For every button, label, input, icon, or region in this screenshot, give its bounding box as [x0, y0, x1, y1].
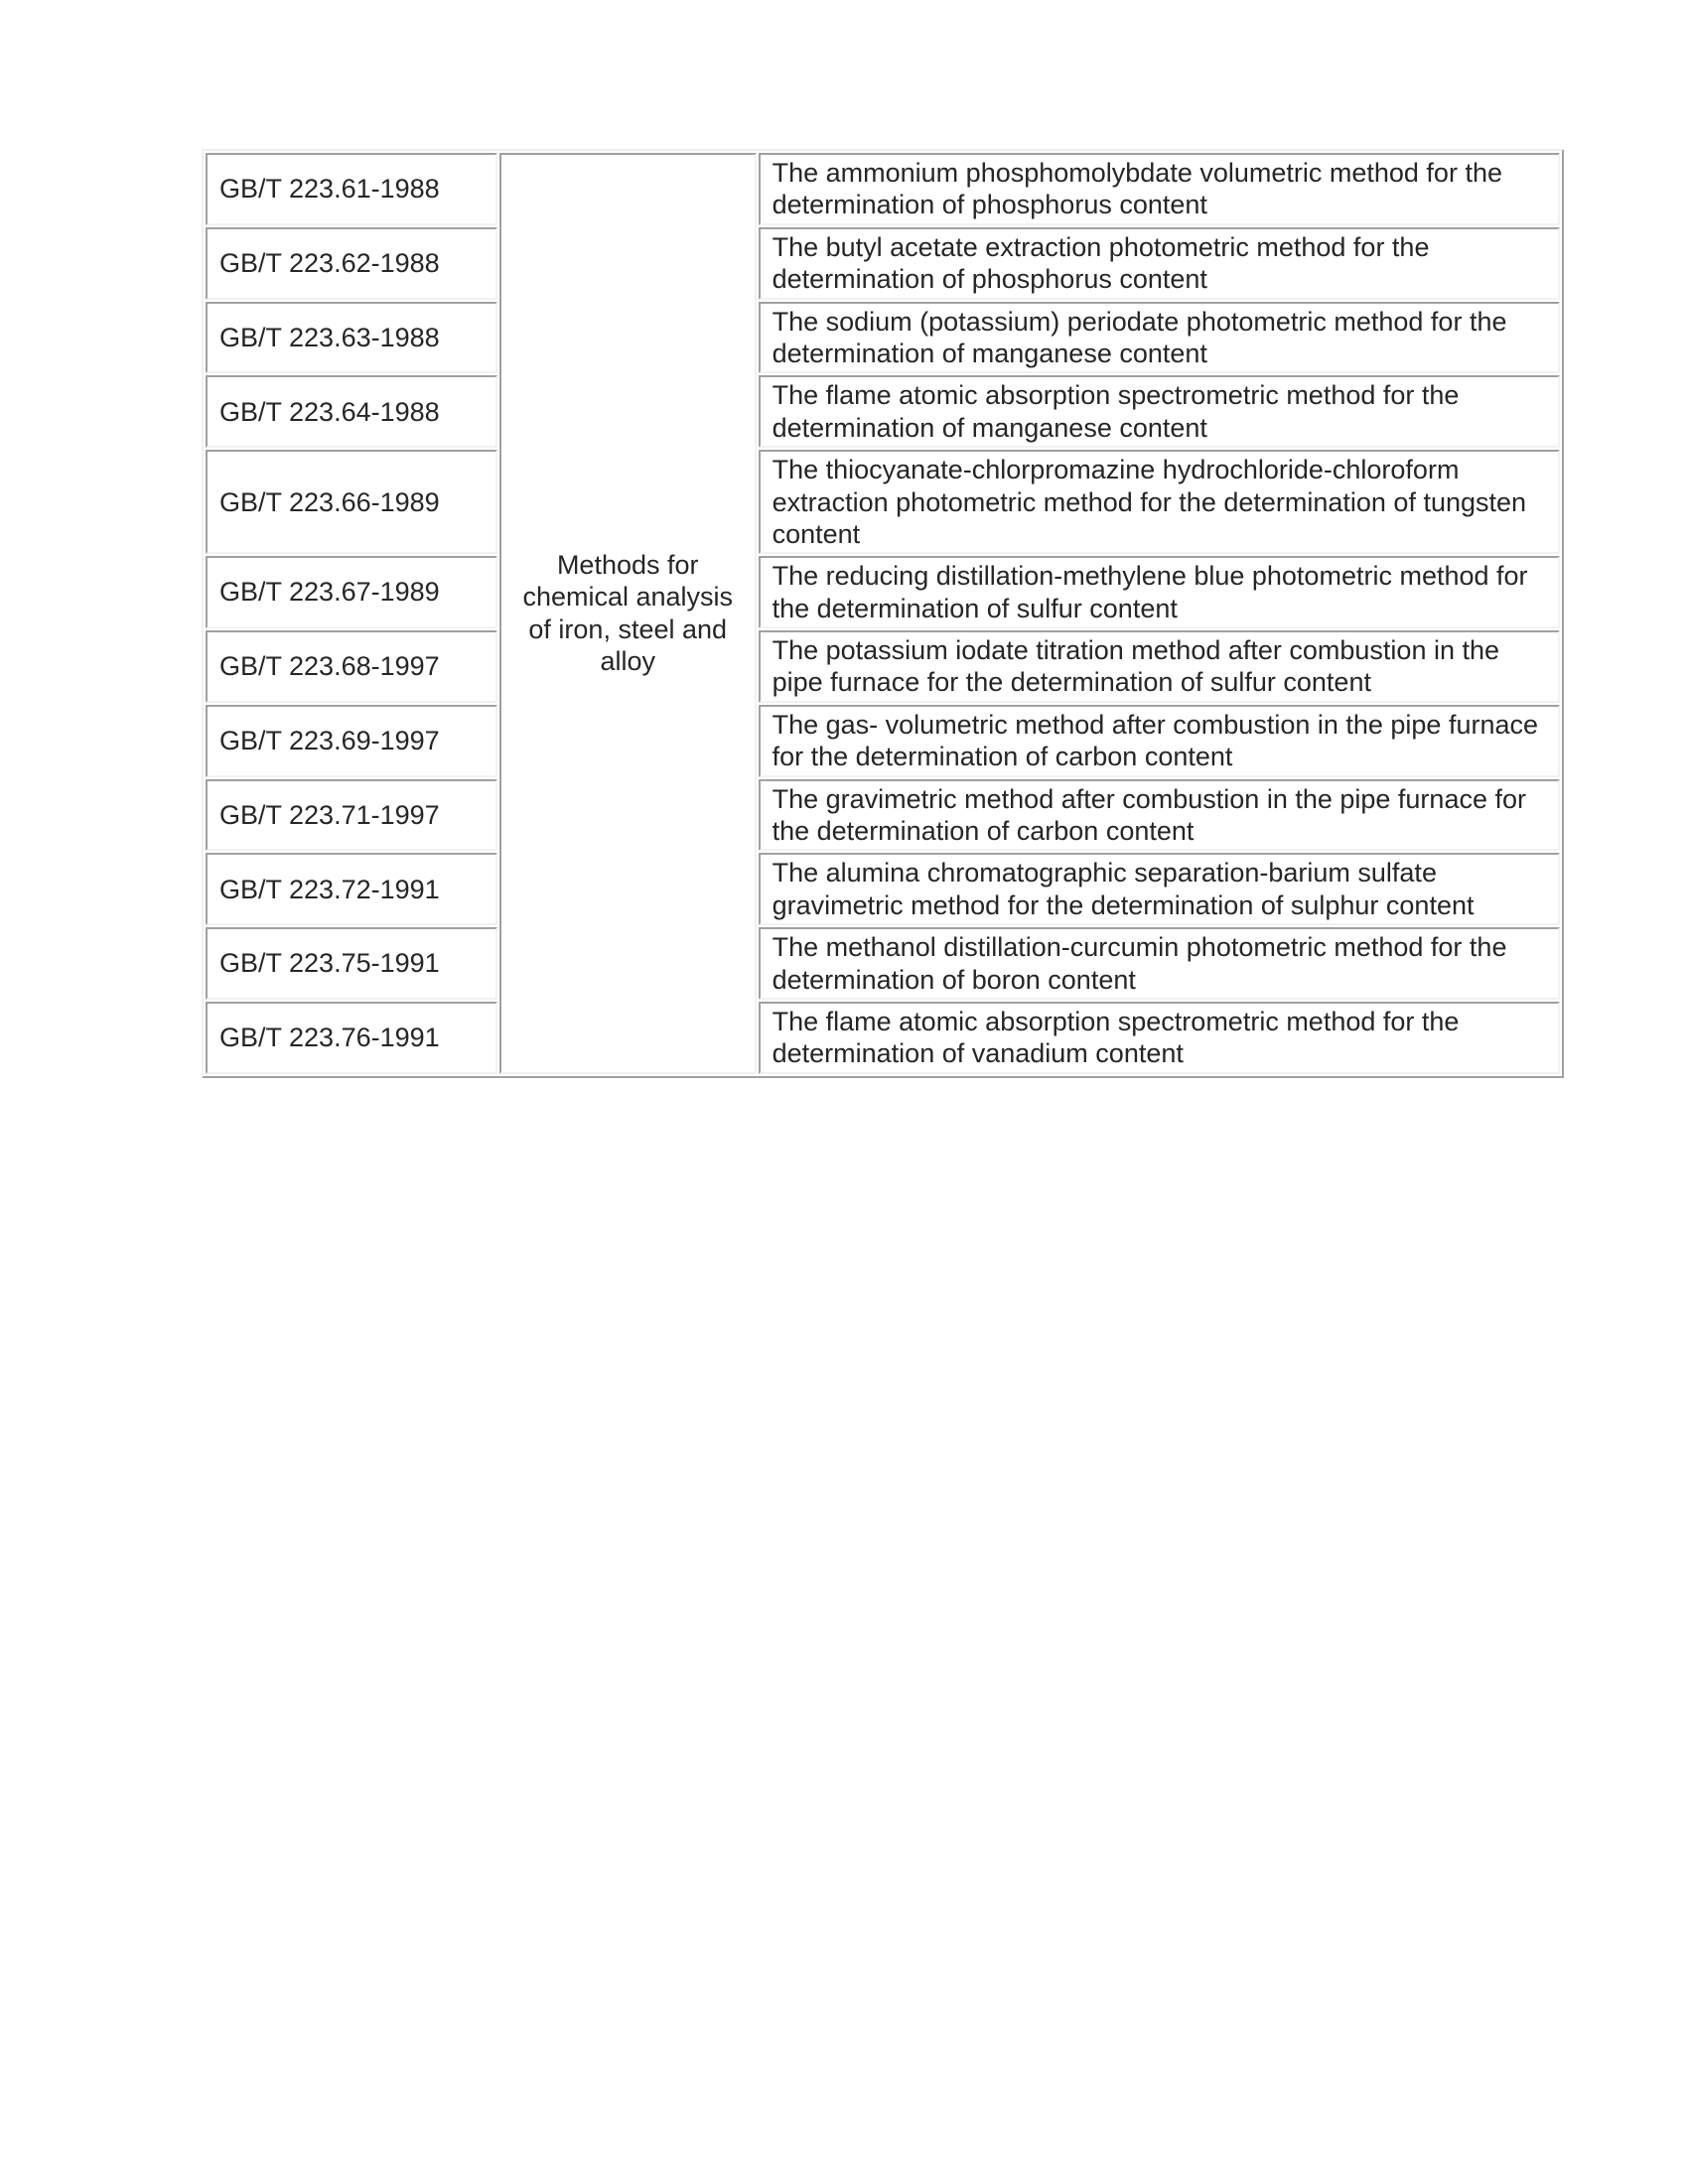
standard-description-cell: The potassium iodate titration method after combustion in the pipe furnace for the determination of sulfur content: [759, 630, 1560, 703]
standard-number-cell: GB/T 223.69-1997: [206, 705, 497, 777]
table-row: [206, 227, 1560, 300]
table-row: [206, 927, 1560, 1000]
standard-number-cell: GB/T 223.66-1989: [206, 450, 497, 554]
standard-description-cell: The gas- volumetric method after combustion in the pipe furnace for the determination of carbon content: [759, 705, 1560, 777]
standard-description-cell: The ammonium phosphomolybdate volumetric method for the determination of phosphorus content: [759, 153, 1560, 225]
standard-description-cell: The sodium (potassium) periodate photometric method for the determination of manganese content: [759, 302, 1560, 374]
standard-number-cell: GB/T 223.62-1988: [206, 227, 497, 300]
standard-number-cell: GB/T 223.63-1988: [206, 302, 497, 374]
table-row: [206, 153, 1560, 225]
standard-number-cell: GB/T 223.67-1989: [206, 556, 497, 628]
standard-description-cell: The flame atomic absorption spectrometric method for the determination of manganese content: [759, 375, 1560, 448]
table-row: [206, 853, 1560, 925]
standard-description-cell: The butyl acetate extraction photometric method for the determination of phosphorus content: [759, 227, 1560, 300]
table-row: [206, 450, 1560, 554]
table-row: [206, 779, 1560, 852]
standard-description-cell: The reducing distillation-methylene blue photometric method for the determination of sulfur content: [759, 556, 1560, 628]
standard-description-cell: The methanol distillation-curcumin photometric method for the determination of boron content: [759, 927, 1560, 1000]
standard-description-cell: The gravimetric method after combustion in the pipe furnace for the determination of carbon content: [759, 779, 1560, 852]
standard-number-cell: GB/T 223.76-1991: [206, 1002, 497, 1074]
table-row: [206, 302, 1560, 374]
standard-number-cell: GB/T 223.71-1997: [206, 779, 497, 852]
table-row: [206, 375, 1560, 448]
table-row: [206, 705, 1560, 777]
table-row: [206, 556, 1560, 628]
standard-number-cell: GB/T 223.64-1988: [206, 375, 497, 448]
standard-number-cell: GB/T 223.72-1991: [206, 853, 497, 925]
standard-description-cell: The flame atomic absorption spectrometric method for the determination of vanadium content: [759, 1002, 1560, 1074]
standard-description-cell: The alumina chromatographic separation-barium sulfate gravimetric method for the determination of sulphur content: [759, 853, 1560, 925]
standards-table: [202, 149, 1564, 1078]
table-row: [206, 1002, 1560, 1074]
standard-number-cell: GB/T 223.68-1997: [206, 630, 497, 703]
standard-number-cell: GB/T 223.61-1988: [206, 153, 497, 225]
category-cell: Methods for chemical analysis of iron, steel and alloy: [499, 153, 757, 1074]
table-row: [206, 630, 1560, 703]
standard-description-cell: The thiocyanate-chlorpromazine hydrochloride-chloroform extraction photometric method for the determination of tungsten content: [759, 450, 1560, 554]
standard-number-cell: GB/T 223.75-1991: [206, 927, 497, 1000]
